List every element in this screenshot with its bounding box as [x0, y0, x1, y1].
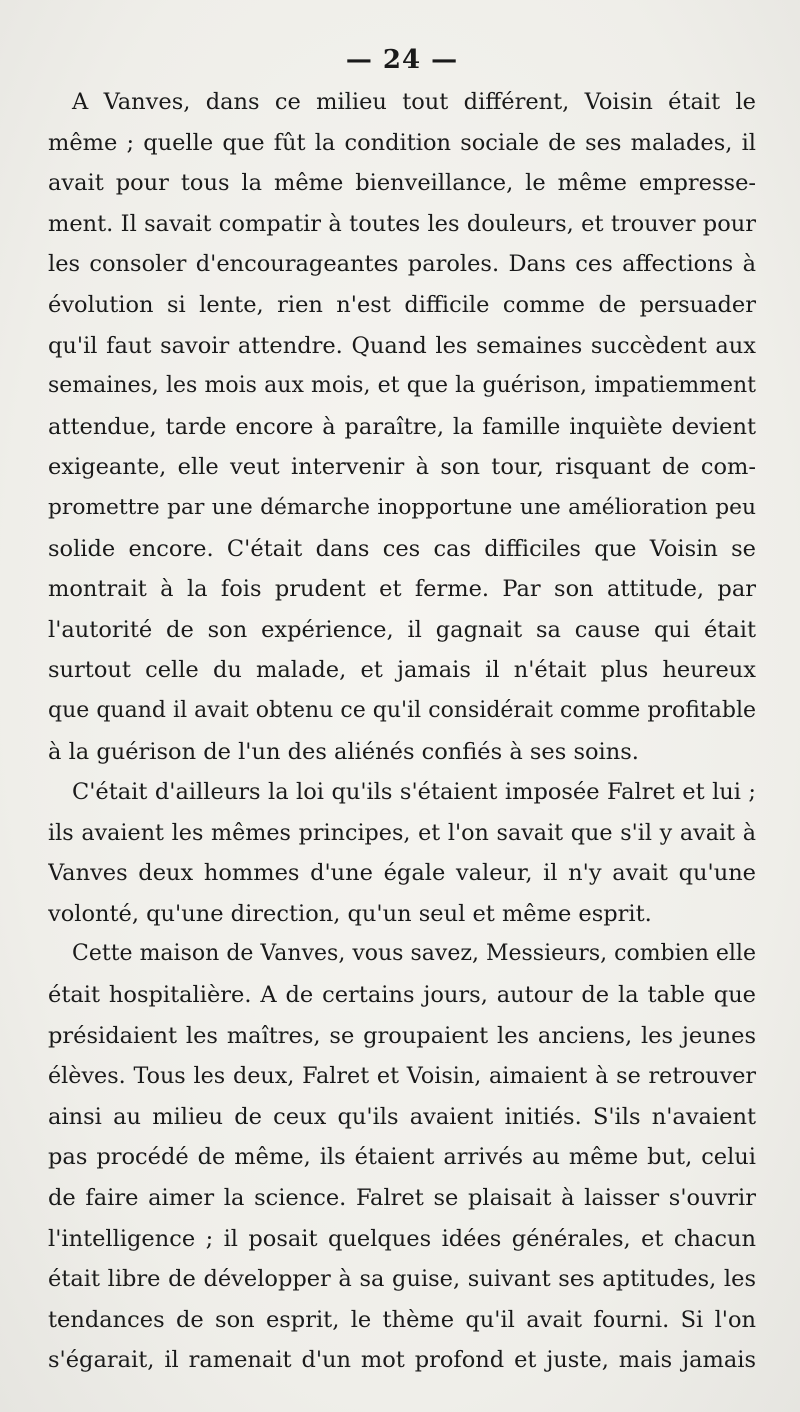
text-line: attendue, tarde encore à paraître, la famille inquiète devient — [48, 413, 756, 440]
text-line: présidaient les maîtres, se groupaient les anciens, les jeunes — [48, 1022, 756, 1049]
text-line: les consoler d'encourageantes paroles. Dans ces affections à — [48, 251, 756, 278]
text-line: s'égarait, il ramenait d'un mot profond et juste, mais jamais — [48, 1347, 756, 1374]
text-line: ment. Il savait compatir à toutes les douleurs, et trouver pour — [48, 210, 756, 237]
paragraph-3 — [48, 934, 756, 1381]
text-line: Cette maison de Vanves, vous savez, Messieurs, combien elle — [72, 941, 756, 967]
text-line: A Vanves, dans ce milieu tout différent, Voisin était le — [72, 89, 756, 115]
text-line: semaines, les mois aux mois, et que la guérison, impatiemment — [48, 373, 756, 399]
text-line: solide encore. C'était dans ces cas difficiles que Voisin se — [48, 535, 756, 562]
text-line: à la guérison de l'un des aliénés confiés à ses soins. — [48, 738, 639, 765]
text-line: de faire aimer la science. Falret se plaisait à laisser s'ouvrir — [48, 1185, 756, 1212]
text-line: l'intelligence ; il posait quelques idées générales, et chacun — [48, 1225, 756, 1252]
text-line: qu'il faut savoir attendre. Quand les semaines succèdent aux — [48, 332, 756, 359]
text-line: promettre par une démarche inopportune une amélioration peu — [48, 494, 756, 520]
text-line: exigeante, elle veut intervenir à son tour, risquant de com- — [48, 454, 756, 481]
page-number: — 24 — — [345, 45, 459, 75]
text-line: évolution si lente, rien n'est difficile comme de persuader — [48, 291, 756, 318]
text-line: l'autorité de son expérience, il gagnait sa cause qui était — [48, 616, 756, 643]
text-line: Vanves deux hommes d'une égale valeur, il n'y avait qu'une — [48, 860, 756, 887]
text-line: volonté, qu'une direction, qu'un seul et même esprit. — [48, 900, 652, 927]
text-line: élèves. Tous les deux, Falret et Voisin, aimaient à se retrouver — [48, 1063, 756, 1090]
text-line: que quand il avait obtenu ce qu'il considérait comme profitable — [48, 697, 756, 723]
text-line: avait pour tous la même bienveillance, le même empresse- — [48, 170, 756, 197]
text-line: surtout celle du malade, et jamais il n'était plus heureux — [48, 657, 756, 684]
text-line: était hospitalière. A de certains jours, autour de la table que — [48, 982, 756, 1009]
text-line: pas procédé de même, ils étaient arrivés au même but, celui — [48, 1144, 756, 1171]
paragraph-1 — [48, 82, 756, 772]
text-line: était libre de développer à sa guise, suivant ses aptitudes, les — [48, 1266, 756, 1293]
text-line: C'était d'ailleurs la loi qu'ils s'étaient imposée Falret et lui ; — [72, 779, 756, 806]
text-line: même ; quelle que fût la condition sociale de ses malades, il — [48, 129, 756, 156]
text-line: tendances de son esprit, le thème qu'il avait fourni. Si l'on — [48, 1306, 756, 1333]
text-line: ils avaient les mêmes principes, et l'on savait que s'il y avait à — [48, 819, 756, 846]
text-line: montrait à la fois prudent et ferme. Par son attitude, par — [48, 576, 756, 603]
paragraph-2 — [48, 772, 756, 934]
text-line: ainsi au milieu de ceux qu'ils avaient initiés. S'ils n'avaient — [48, 1103, 756, 1130]
